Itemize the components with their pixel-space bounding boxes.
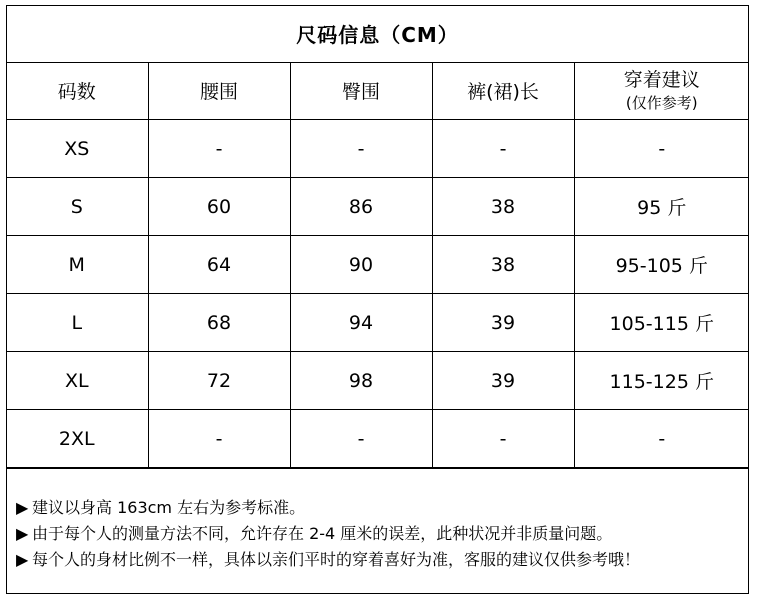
cell-waist: 68 [148, 294, 290, 352]
cell-length: 39 [432, 352, 574, 410]
cell-hip: 94 [290, 294, 432, 352]
cell-waist: - [148, 410, 290, 468]
cell-suggestion: - [574, 410, 749, 468]
cell-size: 2XL [6, 410, 148, 468]
note-text: 由于每个人的测量方法不同，允许存在 2-4 厘米的误差，此种状况并非质量问题。 [32, 524, 613, 543]
cell-hip: 86 [290, 178, 432, 236]
cell-hip: - [290, 120, 432, 178]
cell-suggestion: 105-115 斤 [574, 294, 749, 352]
cell-suggestion: 115-125 斤 [574, 352, 749, 410]
table-row [6, 352, 749, 410]
table-row [6, 410, 749, 468]
cell-length: 38 [432, 178, 574, 236]
cell-length: - [432, 120, 574, 178]
header-suggestion-sub: (仅作参考) [625, 93, 698, 112]
cell-size: S [6, 178, 148, 236]
triangle-bullet-icon: ▶ [16, 550, 29, 569]
table-row [6, 120, 749, 178]
cell-suggestion: 95-105 斤 [574, 236, 749, 294]
cell-length: 39 [432, 294, 574, 352]
chart-title: 尺码信息（CM） [6, 5, 749, 63]
note-item [16, 495, 749, 521]
header-hip: 臀围 [290, 62, 432, 120]
table-row [6, 236, 749, 294]
cell-waist: 60 [148, 178, 290, 236]
header-size: 码数 [6, 62, 148, 120]
note-text: 每个人的身材比例不一样，具体以亲们平时的穿着喜好为准，客服的建议仅供参考哦！ [32, 550, 641, 569]
note-text: 建议以身高 163cm 左右为参考标准。 [32, 498, 306, 517]
cell-hip: - [290, 410, 432, 468]
table-row [6, 178, 749, 236]
cell-waist: 64 [148, 236, 290, 294]
cell-waist: 72 [148, 352, 290, 410]
cell-suggestion: - [574, 120, 749, 178]
cell-length: - [432, 410, 574, 468]
triangle-bullet-icon: ▶ [16, 498, 29, 517]
cell-size: XL [6, 352, 148, 410]
header-waist: 腰围 [148, 62, 290, 120]
note-item [16, 547, 749, 573]
cell-length: 38 [432, 236, 574, 294]
cell-suggestion: 95 斤 [574, 178, 749, 236]
header-suggestion [574, 62, 749, 120]
size-table [6, 62, 749, 468]
table-header-row [6, 62, 749, 120]
header-length: 裤(裙)长 [432, 62, 574, 120]
triangle-bullet-icon: ▶ [16, 524, 29, 543]
table-row [6, 294, 749, 352]
note-item [16, 521, 749, 547]
cell-waist: - [148, 120, 290, 178]
cell-size: L [6, 294, 148, 352]
cell-hip: 90 [290, 236, 432, 294]
cell-hip: 98 [290, 352, 432, 410]
cell-size: M [6, 236, 148, 294]
cell-size: XS [6, 120, 148, 178]
notes-section [6, 468, 749, 594]
header-suggestion-label: 穿着建议 [623, 69, 700, 92]
